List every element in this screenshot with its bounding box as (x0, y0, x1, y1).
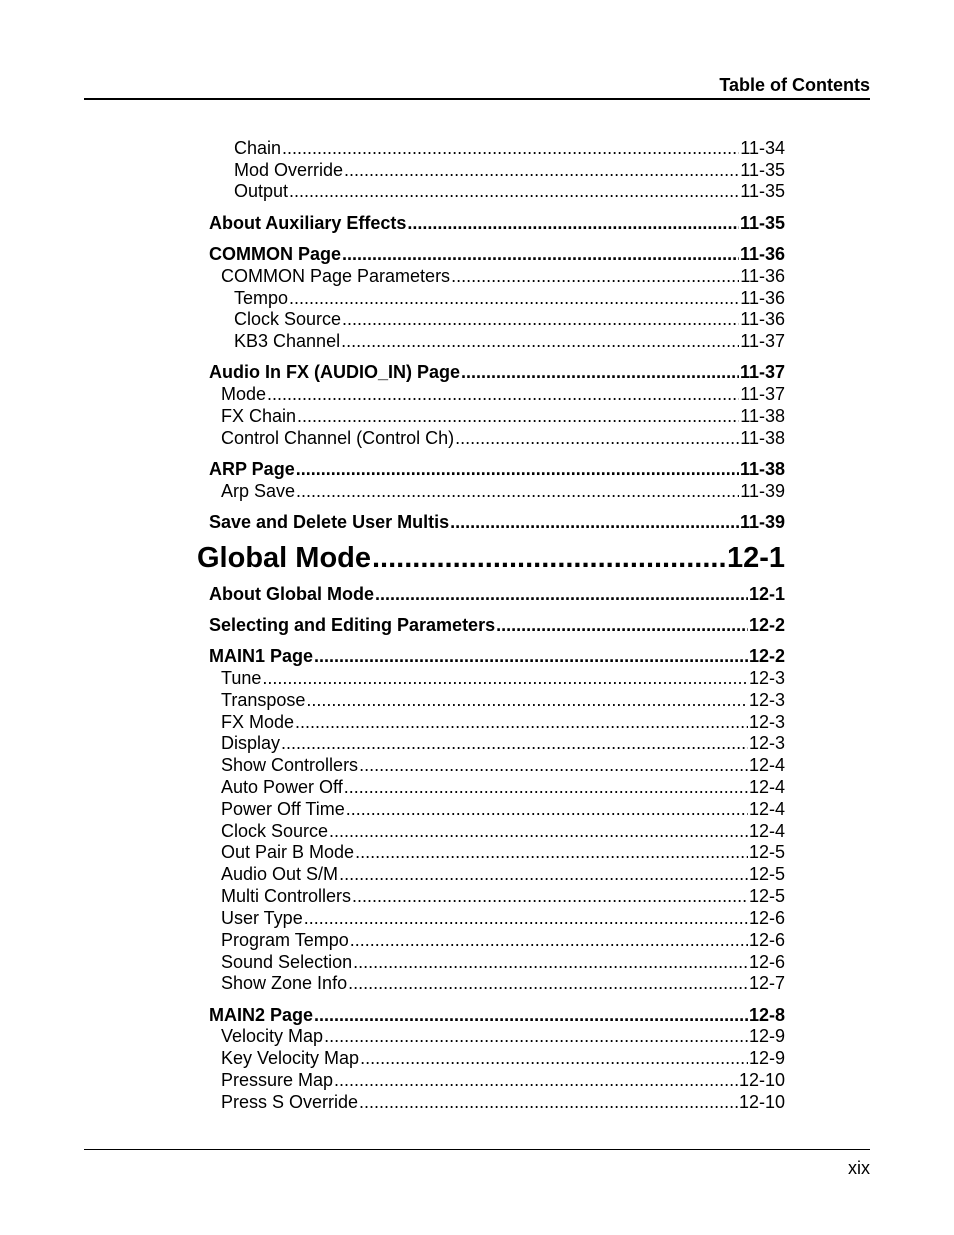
toc-label: FX Chain (221, 406, 297, 426)
toc-leader (407, 212, 739, 234)
toc-label: Transpose (221, 690, 306, 710)
toc-leader (289, 180, 739, 202)
toc-page-number: 11-36 (740, 266, 785, 286)
toc-leader (350, 929, 748, 951)
toc-label: MAIN2 Page (209, 1005, 314, 1025)
toc-page-number: 12-10 (738, 1070, 785, 1090)
toc-leader (372, 540, 726, 576)
toc-page-number: 11-35 (740, 160, 785, 180)
toc-entry-velocity-map[interactable] (221, 1025, 785, 1047)
toc-entry-about-auxiliary-effects[interactable] (209, 212, 785, 234)
toc-page-number: 11-34 (740, 138, 785, 158)
toc-chapter-global-mode[interactable] (197, 540, 785, 576)
toc-entry-display[interactable] (221, 732, 785, 754)
toc-label: Pressure Map (221, 1070, 334, 1090)
toc-label: COMMON Page Parameters (221, 266, 451, 286)
toc-page-number: 12-7 (748, 973, 785, 993)
toc-page-number: 11-39 (739, 512, 785, 532)
toc-page-number: 11-37 (740, 384, 785, 404)
toc-leader (355, 841, 748, 863)
toc-page-number: 12-4 (748, 799, 785, 819)
toc-label: Mode (221, 384, 267, 404)
toc-entry-show-controllers[interactable] (221, 754, 785, 776)
toc-page-number: 12-6 (748, 908, 785, 928)
toc-leader (346, 798, 748, 820)
toc-label: COMMON Page (209, 244, 342, 264)
toc-label: Power Off Time (221, 799, 345, 819)
toc-page-number: 11-36 (740, 309, 785, 329)
toc-page-number: 12-1 (748, 584, 785, 604)
folio-page-number: xix (848, 1158, 870, 1178)
toc-leader (262, 667, 748, 689)
toc-leader (342, 243, 739, 265)
toc-leader (344, 159, 739, 181)
toc-entry-arp-save[interactable] (221, 480, 785, 502)
toc-leader (282, 137, 739, 159)
toc-page-number: 12-9 (748, 1026, 785, 1046)
toc-page-number: 12-3 (748, 690, 785, 710)
toc-label: Press S Override (221, 1092, 359, 1112)
toc-entry-multi-controllers[interactable] (221, 885, 785, 907)
page-footer (84, 1149, 870, 1178)
toc-page-number: 11-36 (739, 244, 785, 264)
toc-label: Velocity Map (221, 1026, 324, 1046)
toc-entry-output[interactable] (234, 180, 785, 202)
toc-leader (360, 1047, 748, 1069)
toc-entry-audio-out-sm[interactable] (221, 863, 785, 885)
toc-entry-mod-override[interactable] (234, 159, 785, 181)
toc-leader (329, 820, 748, 842)
toc-page-number: 12-3 (748, 712, 785, 732)
toc-label: MAIN1 Page (209, 646, 314, 666)
toc-page-number: 12-3 (748, 733, 785, 753)
toc-page-number: 11-35 (740, 181, 785, 201)
toc-entry-user-type[interactable] (221, 907, 785, 929)
toc-page-number: 12-10 (738, 1092, 785, 1112)
toc-leader (451, 265, 739, 287)
toc-leader (296, 458, 739, 480)
toc-leader (348, 972, 748, 994)
toc-leader (450, 511, 739, 533)
toc-page-number: 12-6 (748, 930, 785, 950)
toc-leader (295, 711, 748, 733)
toc-leader (342, 308, 739, 330)
toc-label: Audio In FX (AUDIO_IN) Page (209, 362, 461, 382)
toc-label: User Type (221, 908, 303, 928)
toc-leader (304, 907, 748, 929)
toc-entry-fx-chain[interactable] (221, 405, 785, 427)
toc-label: Arp Save (221, 481, 296, 501)
toc-page-number: 12-4 (748, 777, 785, 797)
toc-entry-main1-page[interactable] (209, 645, 785, 667)
toc-label: Sound Selection (221, 952, 353, 972)
toc-entry-about-global-mode[interactable] (209, 583, 785, 605)
toc-leader (455, 427, 739, 449)
toc-label: Output (234, 181, 289, 201)
toc-label: KB3 Channel (234, 331, 341, 351)
toc-label: Out Pair B Mode (221, 842, 355, 862)
toc-label: Audio Out S/M (221, 864, 339, 884)
toc-entry-save-and-delete-user-multis[interactable] (209, 511, 785, 533)
toc-page-number: 11-38 (740, 428, 785, 448)
toc-entry-sound-selection[interactable] (221, 951, 785, 973)
toc-label: Display (221, 733, 281, 753)
toc-label: Clock Source (221, 821, 329, 841)
toc-page-number: 11-35 (739, 213, 785, 233)
toc-page-number: 12-1 (726, 542, 785, 574)
toc-page-number: 11-38 (740, 406, 785, 426)
toc-label: Clock Source (234, 309, 342, 329)
toc-label: Global Mode (197, 542, 371, 574)
toc-leader (353, 951, 748, 973)
toc-label: Mod Override (234, 160, 344, 180)
toc-leader (375, 583, 748, 605)
toc-entry-kb3-channel[interactable] (234, 330, 785, 352)
toc-label: ARP Page (209, 459, 295, 479)
toc-label: Program Tempo (221, 930, 349, 950)
toc-entry-program-tempo[interactable] (221, 929, 785, 951)
toc-page-number: 12-5 (748, 842, 785, 862)
toc-entry-show-zone-info[interactable] (221, 972, 785, 994)
toc-page-number: 12-5 (748, 864, 785, 884)
toc-entry-pressure-map[interactable] (221, 1069, 785, 1091)
toc-leader (296, 480, 739, 502)
toc-entry-transpose[interactable] (221, 689, 785, 711)
toc-entry-main2-page[interactable] (209, 1004, 785, 1026)
toc-page-number: 12-2 (748, 646, 785, 666)
toc-label: Multi Controllers (221, 886, 352, 906)
toc-label: Chain (234, 138, 282, 158)
toc-entry-clock-source[interactable] (234, 308, 785, 330)
toc-leader (461, 361, 739, 383)
toc-entry-tempo[interactable] (234, 287, 785, 309)
toc-page-number: 12-3 (748, 668, 785, 688)
toc-leader (289, 287, 739, 309)
toc-entry-clock-source-global[interactable] (221, 820, 785, 842)
toc-page-number: 12-8 (748, 1005, 785, 1025)
toc-page-number: 11-38 (739, 459, 785, 479)
toc-label: Tune (221, 668, 262, 688)
toc-entry-common-page[interactable] (209, 243, 785, 265)
toc-entry-control-channel[interactable] (221, 427, 785, 449)
toc-leader (339, 863, 748, 885)
toc-entry-auto-power-off[interactable] (221, 776, 785, 798)
toc-page-number: 12-4 (748, 821, 785, 841)
toc-leader (359, 1091, 738, 1113)
toc-label: About Global Mode (209, 584, 374, 604)
toc-label: Save and Delete User Multis (209, 512, 450, 532)
toc-page-number: 11-39 (740, 481, 785, 501)
toc-leader (352, 885, 748, 907)
toc-entry-audio-in-fx-page[interactable] (209, 361, 785, 383)
toc-label: About Auxiliary Effects (209, 213, 407, 233)
toc-entry-mode[interactable] (221, 383, 785, 405)
toc-leader (314, 645, 748, 667)
toc-page-number: 12-5 (748, 886, 785, 906)
toc-leader (496, 614, 748, 636)
toc-leader (324, 1025, 748, 1047)
toc-page-number: 11-36 (740, 288, 785, 308)
running-header-title: Table of Contents (719, 75, 870, 95)
toc-leader (314, 1004, 748, 1026)
toc-entry-power-off-time[interactable] (221, 798, 785, 820)
toc-label: Control Channel (Control Ch) (221, 428, 455, 448)
toc-leader (341, 330, 739, 352)
toc-page-number: 11-37 (739, 362, 785, 382)
toc-entry-selecting-and-editing-parameters[interactable] (209, 614, 785, 636)
toc-label: Auto Power Off (221, 777, 343, 797)
toc-label: Selecting and Editing Parameters (209, 615, 496, 635)
toc-leader (267, 383, 739, 405)
toc-entry-press-s-override[interactable] (221, 1091, 785, 1113)
toc-label: Show Zone Info (221, 973, 348, 993)
toc-page-number: 12-2 (748, 615, 785, 635)
toc-entry-fx-mode[interactable] (221, 711, 785, 733)
toc-label: Tempo (234, 288, 289, 308)
toc-leader (281, 732, 748, 754)
toc-entry-chain[interactable] (234, 137, 785, 159)
toc-entry-arp-page[interactable] (209, 458, 785, 480)
toc-page-number: 11-37 (740, 331, 785, 351)
toc-entry-common-page-parameters[interactable] (221, 265, 785, 287)
toc-label: Key Velocity Map (221, 1048, 360, 1068)
toc-leader (306, 689, 748, 711)
toc-entry-key-velocity-map[interactable] (221, 1047, 785, 1069)
toc-leader (344, 776, 748, 798)
toc-entry-out-pair-b-mode[interactable] (221, 841, 785, 863)
toc-leader (297, 405, 739, 427)
toc-label: FX Mode (221, 712, 295, 732)
toc-page-number: 12-6 (748, 952, 785, 972)
toc-leader (334, 1069, 738, 1091)
toc-page-number: 12-4 (748, 755, 785, 775)
toc-label: Show Controllers (221, 755, 359, 775)
toc-page-number: 12-9 (748, 1048, 785, 1068)
toc-leader (359, 754, 748, 776)
toc-entry-tune[interactable] (221, 667, 785, 689)
